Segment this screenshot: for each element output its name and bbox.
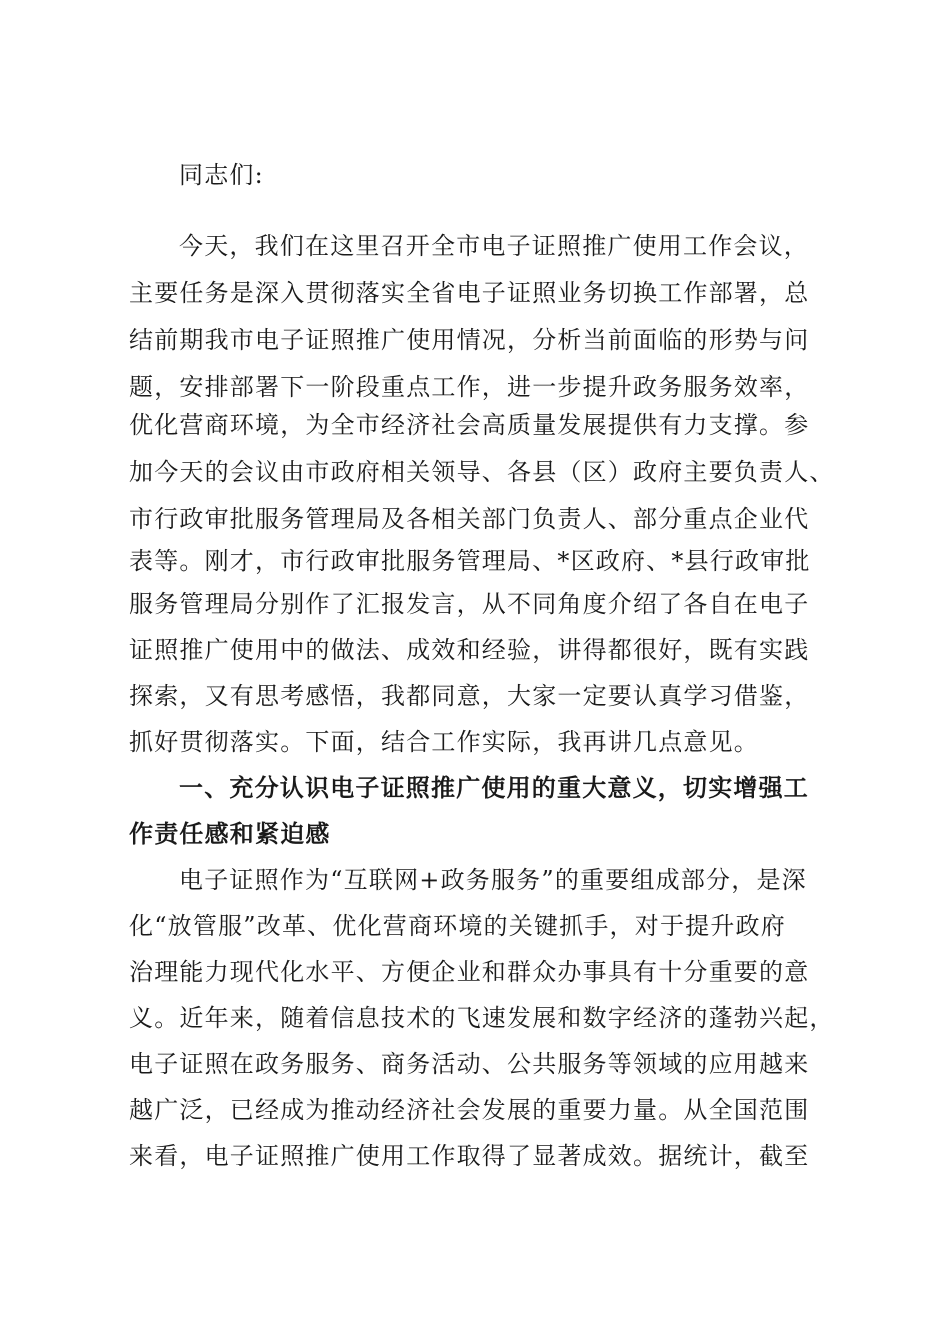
paragraph-line: 来看，电子证照推广使用工作取得了显著成效。据统计，截至 — [129, 1142, 810, 1170]
paragraph-line: 优化营商环境，为全市经济社会高质量发展提供有力支撑。参 — [129, 411, 810, 439]
paragraph-line: 化“放管服”改革、优化营商环境的关键抓手，对于提升政府 — [129, 912, 786, 940]
section-heading: 一、充分认识电子证照推广使用的重大意义，切实增强工 — [179, 774, 809, 802]
paragraph-line: 电子证照在政务服务、商务活动、公共服务等领域的应用越来 — [129, 1050, 810, 1078]
paragraph-line: 证照推广使用中的做法、成效和经验，讲得都很好，既有实践 — [129, 636, 810, 664]
paragraph-line: 市行政审批服务管理局及各相关部门负责人、部分重点企业代 — [129, 505, 810, 533]
paragraph-line: 抓好贯彻落实。下面，结合工作实际，我再讲几点意见。 — [129, 728, 759, 756]
paragraph-line: 加今天的会议由市政府相关领导、各县（区）政府主要负责人、 — [129, 458, 835, 486]
paragraph-line: 治理能力现代化水平、方便企业和群众办事具有十分重要的意 — [129, 958, 810, 986]
paragraph-line: 义。近年来，随着信息技术的飞速发展和数字经济的蓬勃兴起， — [129, 1004, 835, 1032]
paragraph-line: 探索，又有思考感悟，我都同意，大家一定要认真学习借鉴， — [129, 682, 810, 710]
paragraph-line: 题，安排部署下一阶段重点工作，进一步提升政务服务效率， — [129, 373, 810, 401]
section-heading: 作责任感和紧迫感 — [129, 820, 331, 848]
paragraph-line: 越广泛，已经成为推动经济社会发展的重要力量。从全国范围 — [129, 1096, 810, 1124]
paragraph-line: 服务管理局分别作了汇报发言，从不同角度介绍了各自在电子 — [129, 590, 810, 618]
paragraph-line: 表等。刚才，市行政审批服务管理局、*区政府、*县行政审批 — [129, 547, 811, 575]
paragraph-line: 今天，我们在这里召开全市电子证照推广使用工作会议， — [179, 232, 809, 260]
paragraph-line: 电子证照作为“互联网+政务服务”的重要组成部分，是深 — [179, 866, 807, 894]
paragraph-line: 结前期我市电子证照推广使用情况，分析当前面临的形势与问 — [129, 326, 810, 354]
greeting: 同志们: — [179, 161, 264, 189]
paragraph-line: 主要任务是深入贯彻落实全省电子证照业务切换工作部署，总 — [129, 279, 810, 307]
